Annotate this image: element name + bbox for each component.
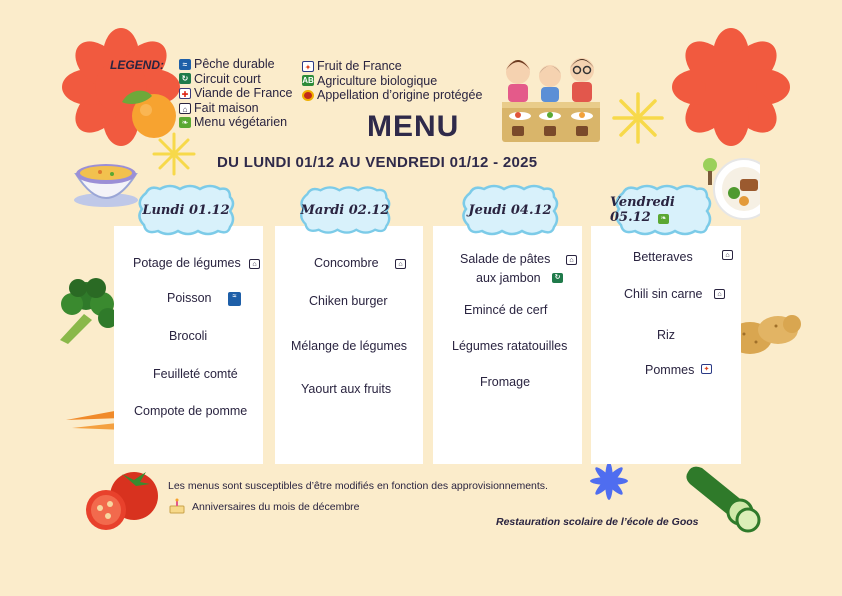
birthdays-note: Anniversaires du mois de décembre	[192, 501, 360, 513]
homemade-house-icon: ⌂	[249, 259, 260, 269]
homemade-house-icon: ⌂	[566, 255, 577, 265]
short-circuit-icon: ↻	[552, 273, 563, 283]
aop-seal-icon	[302, 90, 314, 101]
dish-jeudi-ratatouille: Légumes ratatouilles	[452, 339, 568, 353]
dish-mardi-yaourt: Yaourt aux fruits	[301, 382, 392, 396]
legend-item-maison: ⌂ Fait maison	[179, 101, 292, 116]
day-badge-lundi: Lundi 01.12	[136, 183, 236, 237]
dish-jeudi-salade: Salade de pâtes	[460, 252, 551, 266]
broccoli-icon	[40, 274, 124, 346]
dish-vendredi-pommes: Pommes	[645, 363, 695, 377]
dish-vendredi-chili: Chili sin carne	[624, 287, 703, 301]
homemade-house-icon: ⌂	[395, 259, 406, 269]
homemade-house-icon: ⌂	[179, 103, 191, 114]
msc-fish-icon: ≈	[179, 59, 191, 70]
french-meat-icon: ✚	[179, 88, 191, 99]
dish-lundi-feuillete: Feuilleté comté	[153, 367, 238, 381]
yellow-sparkle-right-icon	[610, 90, 666, 146]
dish-mardi-burger: Chiken burger	[309, 294, 388, 308]
tomatoes-icon	[82, 466, 162, 530]
legend-item-viande: ✚ Viande de France	[179, 86, 292, 101]
soup-bowl-icon	[70, 152, 144, 210]
menu-change-note: Les menus sont susceptibles d’être modifiés en fonction des approvisionnements.	[168, 480, 548, 492]
homemade-house-icon: ⌂	[714, 289, 725, 299]
dish-mardi-melange: Mélange de légumes	[291, 339, 408, 353]
dish-vendredi-riz: Riz	[657, 328, 676, 342]
vegetarian-icon: ❧	[658, 214, 669, 224]
dish-jeudi-salade-suite: aux jambon	[476, 271, 541, 285]
short-circuit-icon: ↻	[179, 73, 191, 84]
dish-lundi-potage: Potage de légumes	[133, 256, 241, 270]
birthday-cake-icon	[168, 497, 186, 515]
red-flower-right-icon	[672, 28, 790, 146]
day-badge-vendredi: Vendredi 05.12	[610, 183, 716, 237]
french-fruit-icon: ✦	[701, 364, 712, 374]
dish-mardi-concombre: Concombre	[314, 256, 379, 270]
dish-jeudi-emince: Emincé de cerf	[464, 303, 548, 317]
dish-lundi-compote: Compote de pomme	[134, 404, 248, 418]
menu-title: MENU	[367, 110, 460, 143]
legend-item-vegetarien: ❧ Menu végétarien	[179, 115, 292, 130]
msc-fish-icon: ≈	[228, 292, 241, 306]
day-badge-mardi: Mardi 02.12	[298, 183, 392, 237]
children-eating-illustration	[498, 50, 604, 146]
day-badge-jeudi: Jeudi 04.12	[460, 183, 560, 237]
dish-lundi-poisson: Poisson	[167, 291, 212, 305]
dish-vendredi-betteraves: Betteraves	[633, 250, 693, 264]
organic-ab-icon: AB	[302, 76, 314, 86]
blue-star-icon	[588, 460, 630, 502]
dish-lundi-brocoli: Brocoli	[169, 329, 208, 343]
legend-item-aop: Appellation d’origine protégée	[302, 88, 482, 103]
legend-item-circuit: ↻ Circuit court	[179, 72, 292, 87]
legend-right	[302, 59, 482, 103]
legend-item-peche: ≈ Pêche durable	[179, 57, 292, 72]
vegetarian-icon: ❧	[179, 117, 191, 128]
homemade-house-icon: ⌂	[722, 250, 733, 260]
school-signature: Restauration scolaire de l’école de Goos	[496, 516, 699, 528]
date-range-subtitle: DU LUNDI 01/12 AU VENDREDI 01/12 - 2025	[217, 154, 538, 171]
orange-fruit-icon	[116, 84, 180, 140]
french-fruit-icon: ✦	[302, 61, 314, 72]
dish-jeudi-fromage: Fromage	[480, 375, 531, 389]
legend-title: LEGEND:	[110, 58, 164, 72]
legend-item-bio: AB Agriculture biologique	[302, 73, 438, 88]
legend-left	[179, 57, 292, 130]
legend-item-fruit: ✦ Fruit de France	[302, 59, 482, 74]
